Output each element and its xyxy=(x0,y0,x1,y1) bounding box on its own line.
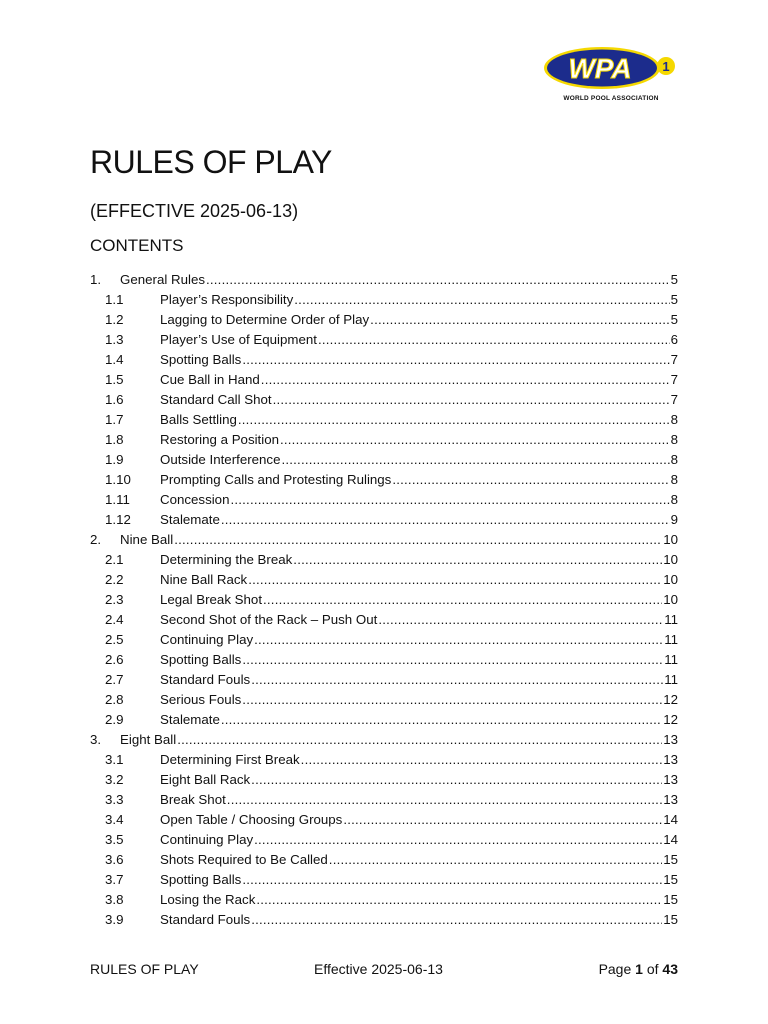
toc-entry-label: Continuing Play xyxy=(160,632,254,647)
toc-entry-number: 3.4 xyxy=(105,812,124,827)
toc-entry[interactable] xyxy=(90,510,678,530)
document-title: RULES OF PLAY xyxy=(90,144,332,180)
toc-entry-page: 12 xyxy=(663,692,678,707)
toc-entry-leader xyxy=(254,830,662,850)
toc-entry-label: Spotting Balls xyxy=(160,872,242,887)
toc-entry-leader xyxy=(256,890,662,910)
toc-entry-leader xyxy=(392,470,669,490)
toc-entry[interactable] xyxy=(90,790,678,810)
toc-entry-page: 10 xyxy=(663,532,678,547)
toc-entry-leader xyxy=(261,370,670,390)
toc-entry[interactable] xyxy=(90,330,678,350)
toc-entry-page: 11 xyxy=(664,632,678,647)
toc-entry-number: 2.8 xyxy=(105,692,124,707)
toc-entry-page: 8 xyxy=(670,412,678,427)
toc-entry-number: 3. xyxy=(90,732,102,747)
toc-entry-page: 8 xyxy=(670,492,678,507)
toc-entry-page: 5 xyxy=(670,272,678,287)
wpa-logo xyxy=(540,44,680,106)
contents-heading: CONTENTS xyxy=(90,236,184,255)
toc-entry-label: Outside Interference xyxy=(160,452,281,467)
page-footer xyxy=(90,961,678,979)
toc-entry[interactable] xyxy=(90,270,678,290)
toc-entry-label: Lagging to Determine Order of Play xyxy=(160,312,370,327)
toc-entry[interactable] xyxy=(90,450,678,470)
toc-entry-leader xyxy=(230,490,669,510)
toc-entry-label: Nine Ball xyxy=(120,532,174,547)
toc-entry[interactable] xyxy=(90,530,678,550)
toc-entry-page: 8 xyxy=(670,472,678,487)
toc-entry-page: 12 xyxy=(663,712,678,727)
toc-entry-label: Cue Ball in Hand xyxy=(160,372,260,387)
toc-entry-number: 1.2 xyxy=(105,312,124,327)
toc-entry-page: 5 xyxy=(670,312,678,327)
toc-entry-page: 15 xyxy=(663,892,678,907)
toc-entry-leader xyxy=(248,570,662,590)
toc-entry[interactable] xyxy=(90,350,678,370)
toc-entry-leader xyxy=(242,650,663,670)
toc-entry-number: 3.8 xyxy=(105,892,124,907)
toc-entry-number: 2.6 xyxy=(105,652,124,667)
logo-tagline: WORLD POOL ASSOCIATION xyxy=(563,95,659,102)
footer-of-word: of xyxy=(646,961,659,977)
toc-entry-page: 15 xyxy=(663,852,678,867)
toc-entry-label: Standard Fouls xyxy=(160,672,251,687)
toc-entry-number: 1.12 xyxy=(105,512,131,527)
toc-entry-page: 10 xyxy=(663,592,678,607)
toc-entry[interactable] xyxy=(90,410,678,430)
toc-entry-number: 3.9 xyxy=(105,912,124,927)
toc-entry-number: 2.5 xyxy=(105,632,124,647)
toc-entry-leader xyxy=(343,810,662,830)
toc-entry[interactable] xyxy=(90,370,678,390)
toc-entry-leader xyxy=(174,530,662,550)
toc-entry-number: 2.2 xyxy=(105,572,124,587)
footer-page-number xyxy=(599,961,678,977)
toc-entry-page: 15 xyxy=(663,912,678,927)
toc-entry-number: 3.1 xyxy=(105,752,124,767)
toc-entry-label: Standard Fouls xyxy=(160,912,251,927)
toc-entry-leader xyxy=(254,630,663,650)
toc-entry-number: 1.3 xyxy=(105,332,124,347)
toc-entry-number: 1.10 xyxy=(105,472,131,487)
toc-entry-leader xyxy=(318,330,670,350)
toc-entry[interactable] xyxy=(90,590,678,610)
toc-entry-number: 1.6 xyxy=(105,392,124,407)
toc-entry[interactable] xyxy=(90,870,678,890)
toc-entry-number: 1. xyxy=(90,272,102,287)
toc-entry-label: Stalemate xyxy=(160,512,220,527)
toc-entry[interactable] xyxy=(90,570,678,590)
toc-entry-page: 11 xyxy=(664,672,678,687)
toc-entry[interactable] xyxy=(90,690,678,710)
toc-entry[interactable] xyxy=(90,390,678,410)
toc-entry-page: 8 xyxy=(670,452,678,467)
toc-entry-label: Open Table / Choosing Groups xyxy=(160,812,343,827)
toc-entry-label: Serious Fouls xyxy=(160,692,242,707)
footer-title: RULES OF PLAY xyxy=(90,961,199,977)
toc-entry[interactable] xyxy=(90,890,678,910)
toc-entry-page: 7 xyxy=(670,372,678,387)
toc-entry-leader xyxy=(378,610,663,630)
toc-entry-leader xyxy=(177,730,662,750)
toc-entry-label: Prompting Calls and Protesting Rulings xyxy=(160,472,392,487)
logo-letters: WPA xyxy=(568,53,632,84)
toc-entry-label: Concession xyxy=(160,492,230,507)
toc-entry[interactable] xyxy=(90,710,678,730)
toc-entry-label: Break Shot xyxy=(160,792,226,807)
toc-entry-number: 1.9 xyxy=(105,452,124,467)
toc-entry-leader xyxy=(251,910,662,930)
toc-entry-leader xyxy=(251,770,662,790)
toc-entry-label: Standard Call Shot xyxy=(160,392,272,407)
toc-entry[interactable] xyxy=(90,770,678,790)
toc-entry-number: 1.1 xyxy=(105,292,124,307)
toc-entry-label: Restoring a Position xyxy=(160,432,279,447)
toc-entry-label: Player’s Responsibility xyxy=(160,292,294,307)
toc-entry-label: Player’s Use of Equipment xyxy=(160,332,317,347)
toc-entry-page: 8 xyxy=(670,432,678,447)
toc-entry-page: 10 xyxy=(663,572,678,587)
wpa-logo-mark xyxy=(540,44,680,94)
toc-entry-page: 13 xyxy=(663,792,678,807)
toc-entry[interactable] xyxy=(90,850,678,870)
toc-entry-number: 1.4 xyxy=(105,352,124,367)
toc-entry-number: 2. xyxy=(90,532,102,547)
toc-entry-leader xyxy=(242,350,669,370)
document-subtitle: (EFFECTIVE 2025-06-13) xyxy=(90,201,299,221)
footer-current-page: 1 xyxy=(635,961,643,977)
toc-entry-number: 2.1 xyxy=(105,552,124,567)
toc-entry-number: 3.6 xyxy=(105,852,124,867)
toc-entry[interactable] xyxy=(90,730,678,750)
toc-entry-label: Determining First Break xyxy=(160,752,300,767)
toc-entry[interactable] xyxy=(90,630,678,650)
toc-entry-label: Second Shot of the Rack – Push Out xyxy=(160,612,378,627)
toc-entry[interactable] xyxy=(90,830,678,850)
toc-entry-leader xyxy=(227,790,662,810)
toc-entry-leader xyxy=(293,550,662,570)
toc-entry-number: 1.5 xyxy=(105,372,124,387)
toc-entry[interactable] xyxy=(90,470,678,490)
table-of-contents xyxy=(90,270,678,930)
toc-entry-label: Stalemate xyxy=(160,712,220,727)
toc-entry[interactable] xyxy=(90,750,678,770)
toc-entry-leader xyxy=(242,870,662,890)
toc-entry[interactable] xyxy=(90,810,678,830)
toc-entry-leader xyxy=(221,510,670,530)
toc-entry-leader xyxy=(281,450,669,470)
toc-entry[interactable] xyxy=(90,650,678,670)
toc-entry-leader xyxy=(370,310,669,330)
toc-entry-leader xyxy=(251,670,663,690)
toc-entry-number: 1.8 xyxy=(105,432,124,447)
toc-entry-page: 14 xyxy=(663,832,678,847)
toc-entry-page: 15 xyxy=(663,872,678,887)
toc-entry-leader xyxy=(221,710,662,730)
toc-entry-number: 3.7 xyxy=(105,872,124,887)
toc-entry-leader xyxy=(301,750,663,770)
toc-entry-number: 2.7 xyxy=(105,672,124,687)
toc-entry[interactable] xyxy=(90,490,678,510)
toc-entry[interactable] xyxy=(90,670,678,690)
toc-entry-leader xyxy=(294,290,669,310)
toc-entry-number: 3.5 xyxy=(105,832,124,847)
footer-page-word: Page xyxy=(598,961,632,977)
toc-entry-page: 5 xyxy=(670,292,678,307)
toc-entry-page: 11 xyxy=(664,612,678,627)
toc-entry[interactable] xyxy=(90,430,678,450)
toc-entry[interactable] xyxy=(90,610,678,630)
toc-entry-label: Eight Ball xyxy=(120,732,177,747)
toc-entry-number: 2.9 xyxy=(105,712,124,727)
toc-entry-number: 2.4 xyxy=(105,612,124,627)
toc-entry-page: 9 xyxy=(670,512,678,527)
toc-entry-page: 13 xyxy=(663,732,678,747)
toc-entry-label: Losing the Rack xyxy=(160,892,256,907)
toc-entry-label: Eight Ball Rack xyxy=(160,772,251,787)
toc-entry-number: 1.11 xyxy=(105,492,130,507)
logo-badge: 1 xyxy=(662,59,670,74)
toc-entry-page: 7 xyxy=(670,392,678,407)
toc-entry-label: Shots Required to Be Called xyxy=(160,852,328,867)
toc-entry[interactable] xyxy=(90,310,678,330)
toc-entry-leader xyxy=(329,850,662,870)
toc-entry-label: Determining the Break xyxy=(160,552,293,567)
toc-entry-label: Balls Settling xyxy=(160,412,237,427)
toc-entry[interactable] xyxy=(90,910,678,930)
toc-entry-page: 13 xyxy=(663,752,678,767)
toc-entry-page: 10 xyxy=(663,552,678,567)
toc-entry-page: 14 xyxy=(663,812,678,827)
toc-entry-page: 6 xyxy=(670,332,678,347)
footer-total-pages: 43 xyxy=(662,961,678,977)
toc-entry-page: 11 xyxy=(664,652,678,667)
toc-entry-label: Spotting Balls xyxy=(160,352,242,367)
footer-effective-date: Effective 2025-06-13 xyxy=(314,961,443,977)
toc-entry-leader xyxy=(238,410,670,430)
toc-entry-page: 13 xyxy=(663,772,678,787)
toc-entry-leader xyxy=(280,430,670,450)
toc-entry-leader xyxy=(242,690,662,710)
toc-entry-label: Legal Break Shot xyxy=(160,592,263,607)
toc-entry[interactable] xyxy=(90,550,678,570)
toc-entry[interactable] xyxy=(90,290,678,310)
toc-entry-number: 1.7 xyxy=(105,412,124,427)
toc-entry-leader xyxy=(263,590,662,610)
toc-entry-number: 3.2 xyxy=(105,772,124,787)
toc-entry-label: Spotting Balls xyxy=(160,652,242,667)
toc-entry-label: Nine Ball Rack xyxy=(160,572,248,587)
toc-entry-label: General Rules xyxy=(120,272,205,287)
toc-entry-number: 3.3 xyxy=(105,792,124,807)
toc-entry-page: 7 xyxy=(670,352,678,367)
toc-entry-number: 2.3 xyxy=(105,592,124,607)
toc-entry-leader xyxy=(206,270,670,290)
toc-entry-label: Continuing Play xyxy=(160,832,254,847)
toc-entry-leader xyxy=(273,390,670,410)
